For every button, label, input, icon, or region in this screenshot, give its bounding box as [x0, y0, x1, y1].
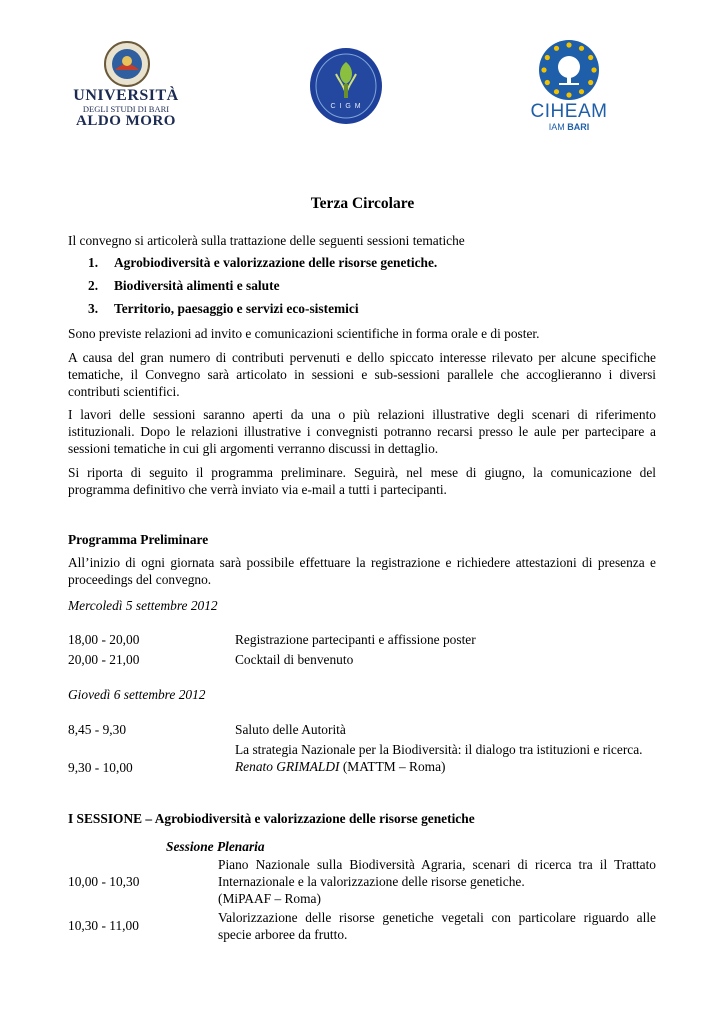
- cigm-logo: [308, 46, 384, 126]
- schedule-desc: Cocktail di benvenuto: [235, 652, 354, 667]
- topic-label: Territorio, paesaggio e servizi eco-sistemici: [114, 301, 359, 316]
- topic-number: 1.: [88, 255, 99, 270]
- schedule-desc-text: La strategia Nazionale per la Biodiversità: il dialogo tra istituzioni e ricerca.: [235, 742, 643, 757]
- schedule-row: [68, 741, 656, 793]
- schedule-time: 9,30 - 10,00: [68, 760, 133, 775]
- header-logos: [0, 0, 725, 140]
- program-heading: Programma Preliminare: [68, 532, 209, 547]
- schedule-desc: [235, 741, 656, 775]
- topics-list: [68, 254, 656, 323]
- document-title: Terza Circolare: [310, 195, 415, 212]
- paragraph-works: I lavori delle sessioni saranno aperti da una o più relazioni illustrative degli scenari di riferimento istituzionali. Dopo le relazioni illustrative i convegnisti potranno recarsi presso le aule per partecipare a sessioni tematiche in cui gli argomenti verranno discussi in dettaglio.: [68, 407, 656, 456]
- uniba-name-line3: ALDO MORO: [76, 113, 176, 129]
- day1-date: Mercoledì 5 settembre 2012: [68, 598, 218, 613]
- speaker-name: Renato GRIMALDI: [235, 759, 340, 774]
- topic-number: 3.: [88, 301, 99, 316]
- uniba-name-line1: UNIVERSITÀ: [73, 87, 179, 104]
- schedule-row: [68, 856, 656, 908]
- schedule-desc: Saluto delle Autorità: [235, 722, 346, 737]
- speaker-affiliation: (MATTM – Roma): [339, 759, 446, 774]
- schedule-time: 18,00 - 20,00: [68, 632, 140, 647]
- session1-heading: I SESSIONE – Agrobiodiversità e valorizzazione delle risorse genetiche: [68, 811, 475, 826]
- schedule-row: [68, 909, 656, 945]
- paragraph-program-note: Si riporta di seguito il programma preliminare. Seguirà, nel mese di giugno, la comunicazione del programma definitivo che verrà inviato via e-mail a tutti i partecipanti.: [68, 465, 656, 497]
- ciheam-sub-bold: BARI: [567, 122, 590, 132]
- ciheam-logo: [523, 38, 615, 133]
- uniba-seal-icon: [103, 40, 151, 88]
- schedule-desc: Valorizzazione delle risorse genetiche vegetali con particolare riguardo alle specie arboree da frutto.: [218, 910, 656, 942]
- paragraph-sessions: A causa del gran numero di contributi pervenuti e dello spiccato interesse rilevato per alcune specifiche tematiche, il Convegno sarà articolato in sessioni e sub-sessioni parallele che accoglieranno i diversi contributi scientifici.: [68, 350, 656, 399]
- schedule-desc-text: Piano Nazionale sulla Biodiversità Agraria, scenari di ricerca tra il Trattato Internazionale e la valorizzazione delle risorse genetiche.: [218, 857, 656, 889]
- paragraph-relations: Sono previste relazioni ad invito e comunicazioni scientifiche in forma orale e di poster.: [68, 326, 540, 341]
- topic-number: 2.: [88, 278, 99, 293]
- schedule-desc: Registrazione partecipanti e affissione poster: [235, 632, 476, 647]
- schedule-time: 10,00 - 10,30: [68, 874, 140, 889]
- schedule-time: 8,45 - 9,30: [68, 722, 127, 737]
- schedule-time: 10,30 - 11,00: [68, 918, 139, 933]
- topic-label: Agrobiodiversità e valorizzazione delle risorse genetiche.: [114, 255, 438, 270]
- uniba-logo: [70, 40, 182, 130]
- session1-subheading: Sessione Plenaria: [166, 839, 265, 854]
- topic-item: [68, 254, 656, 277]
- program-note: All’inizio di ogni giornata sarà possibile effettuare la registrazione e richiedere attestazioni di presenza e proceedings del convegno.: [68, 555, 656, 587]
- cigm-text: C I G M: [330, 103, 362, 110]
- schedule-desc: [218, 856, 656, 907]
- uniba-name-line2: DEGLI STUDI DI BARI: [82, 104, 170, 114]
- topic-label: Biodiversità alimenti e salute: [114, 278, 280, 293]
- topic-item: [68, 277, 656, 300]
- day2-date: Giovedì 6 settembre 2012: [68, 687, 206, 702]
- ciheam-sub: [523, 122, 615, 132]
- speaker-affiliation: (MiPAAF – Roma): [218, 891, 321, 906]
- topic-item: [68, 300, 656, 323]
- intro-text: Il convegno si articolerà sulla trattazione delle seguenti sessioni tematiche: [68, 233, 465, 248]
- ciheam-sub-prefix: IAM: [548, 122, 568, 132]
- ciheam-name: CIHEAM: [530, 101, 608, 122]
- ciheam-emblem-icon: [537, 38, 601, 102]
- schedule-time: 20,00 - 21,00: [68, 652, 140, 667]
